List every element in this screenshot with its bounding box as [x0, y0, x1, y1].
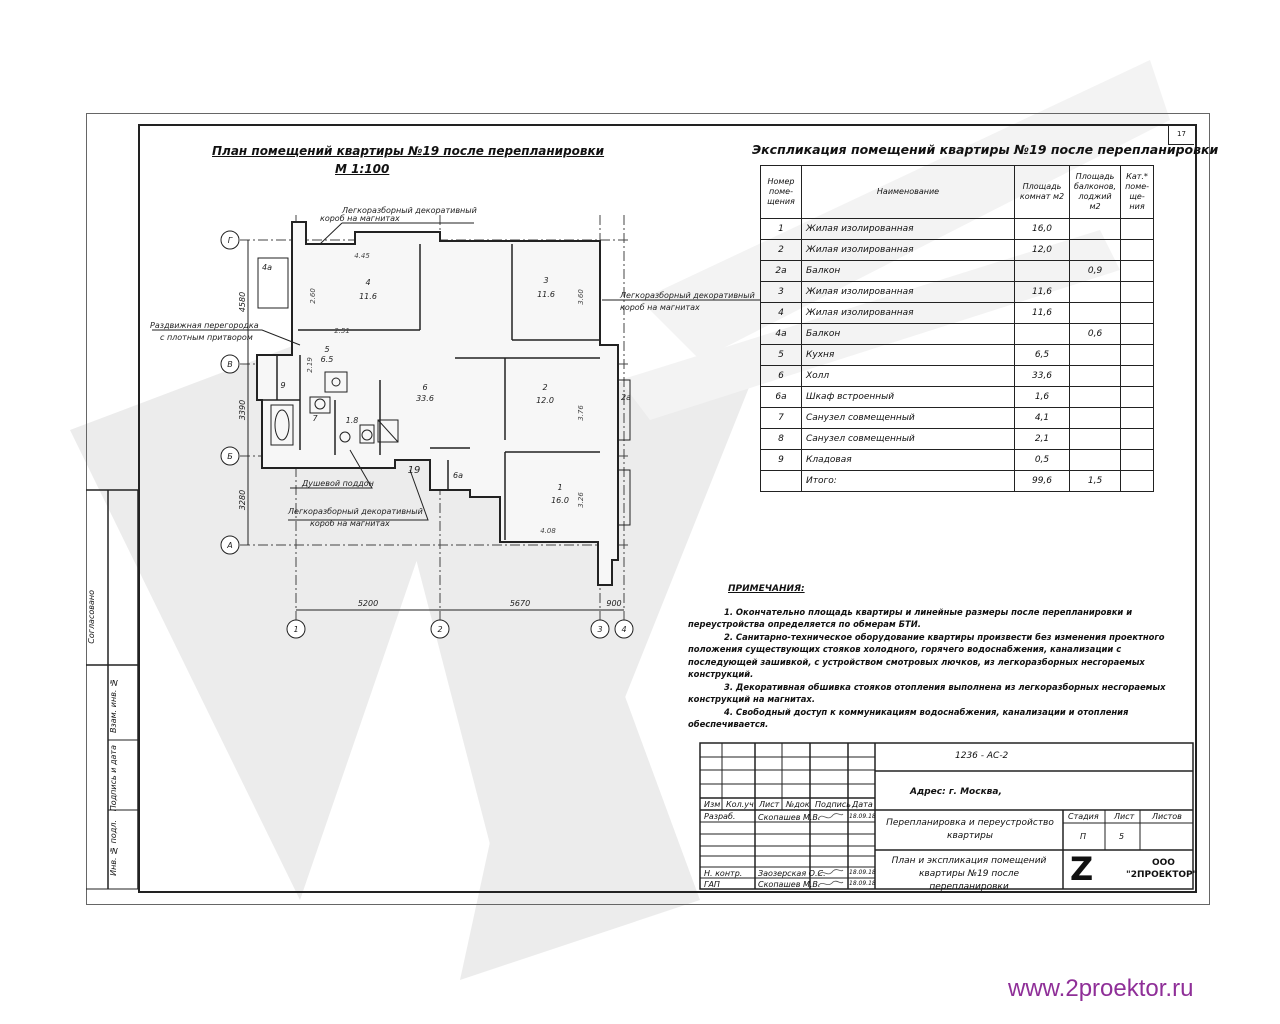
col-header: Изм — [704, 800, 721, 809]
axis-row-label: Б — [227, 452, 233, 461]
table-cell: 3 — [761, 282, 802, 303]
callout-top-line2: короб на магнитах — [320, 214, 400, 223]
table-cell: 12,0 — [1015, 240, 1070, 261]
room-number: 2а — [621, 393, 631, 402]
explication-body — [761, 219, 1154, 492]
company-name-line2: "2ПРОЕКТОР" — [1126, 870, 1198, 880]
table-row — [761, 450, 1154, 471]
table-cell: 4,1 — [1015, 408, 1070, 429]
table-cell: Жилая изолированная — [802, 240, 1015, 261]
sign-date: 18.09.18 — [849, 880, 876, 887]
signer-role: Н. контр. — [704, 869, 743, 878]
sheet-number: 17 — [1177, 130, 1186, 138]
table-cell — [1121, 324, 1154, 345]
room-dim: 3.76 — [577, 405, 585, 421]
table-cell: 6а — [761, 387, 802, 408]
col-header: Дата — [852, 800, 873, 809]
table-header-row — [761, 166, 1154, 219]
table-cell: 1,6 — [1015, 387, 1070, 408]
col-header: Лист — [759, 800, 780, 809]
col-header: Подпись — [815, 800, 851, 809]
table-cell: 1,5 — [1070, 471, 1121, 492]
table-cell: Балкон — [802, 261, 1015, 282]
room-area: 11.6 — [537, 290, 555, 299]
col-header: Наименование — [802, 166, 1015, 219]
table-cell — [1070, 345, 1121, 366]
logo-letter: Z — [1070, 850, 1094, 888]
table-cell: Балкон — [802, 324, 1015, 345]
col-header: Номер поме-щения — [761, 166, 802, 219]
table-cell: Санузел совмещенный — [802, 429, 1015, 450]
col-header: Кол.уч — [726, 800, 754, 809]
room-area: 16.0 — [551, 496, 569, 505]
callout-left-line1: Раздвижная перегородка — [150, 321, 259, 330]
note-item: 4. Свободный доступ к коммуникациям водоснабжения, канализации и отопления обеспечивается. — [688, 706, 1129, 729]
table-cell — [1121, 429, 1154, 450]
company-logo — [1070, 851, 1093, 887]
table-row — [761, 303, 1154, 324]
table-cell: 11,6 — [1015, 303, 1070, 324]
table-cell — [1070, 408, 1121, 429]
table-row — [761, 408, 1154, 429]
side-label: Подпись и дата — [109, 745, 118, 812]
room-number: 3 — [543, 276, 549, 285]
room-area: 1.8 — [345, 416, 359, 425]
side-label: Взам. инв. № — [109, 678, 118, 733]
apartment-number: 19 — [407, 465, 421, 476]
sign-date: 18.09.18 — [849, 813, 876, 820]
table-cell: Жилая изолированная — [802, 219, 1015, 240]
table-cell: 0,6 — [1070, 324, 1121, 345]
website-link[interactable]: www.2proektor.ru — [1008, 975, 1194, 1002]
table-cell — [1121, 282, 1154, 303]
stage-header: Стадия — [1068, 812, 1099, 821]
plan-scale: М 1:100 — [335, 162, 390, 176]
col-header: Площадь комнат м2 — [1015, 166, 1070, 219]
dim-vertical: 4580 — [238, 291, 247, 313]
table-cell — [1121, 261, 1154, 282]
table-cell: 1 — [761, 219, 802, 240]
plan-title: План помещений квартиры №19 после перепланировки — [212, 144, 605, 158]
signature-mark — [815, 809, 845, 889]
table-row — [761, 219, 1154, 240]
callout-top-line1: Легкоразборный декоративный — [342, 206, 477, 215]
table-row — [761, 345, 1154, 366]
note-item: 2. Санитарно-техническое оборудование квартиры произвести без изменения проектного положения существующих стояков холодного, горячего водоснабжения, канализации с последующей зашивкой, с устройством смотровых лючков, из легкоразборных несгораемых конструкций. — [688, 631, 1165, 679]
table-cell: Кухня — [802, 345, 1015, 366]
dim-vertical: 3280 — [238, 489, 247, 511]
table-cell — [1121, 240, 1154, 261]
room-dim: 2.19 — [306, 357, 314, 373]
explication-title: Экспликация помещений квартиры №19 после перепланировки — [752, 142, 1219, 157]
sheet-value: 5 — [1119, 832, 1125, 841]
sign-date: 18.09.18 — [849, 869, 876, 876]
signer-role: Разраб. — [704, 812, 736, 821]
table-row — [761, 282, 1154, 303]
signer-name: Заозерская О.С. — [758, 869, 826, 878]
room-dim: 4.08 — [540, 527, 556, 535]
table-cell — [1121, 303, 1154, 324]
table-cell: 6,5 — [1015, 345, 1070, 366]
title-block-sheet-title: План и экспликация помещений квартиры №19 после перепланировки — [891, 856, 1047, 892]
table-cell: 4 — [761, 303, 802, 324]
room-dim: 2.60 — [309, 288, 317, 304]
room-area: 6.5 — [320, 355, 334, 364]
table-row — [761, 429, 1154, 450]
table-row — [761, 240, 1154, 261]
table-cell — [1070, 387, 1121, 408]
table-cell — [1121, 219, 1154, 240]
table-cell: Жилая изолированная — [802, 303, 1015, 324]
table-cell: 0,5 — [1015, 450, 1070, 471]
room-dim: 3.26 — [577, 492, 585, 508]
note-item: 1. Окончательно площадь квартиры и линейные размеры после перепланировки и переустройства определяется по обмерам БТИ. — [688, 606, 1133, 629]
axis-col-label: 3 — [597, 625, 603, 634]
room-number: 4 — [365, 278, 371, 287]
table-cell: 16,0 — [1015, 219, 1070, 240]
table-cell: 7 — [761, 408, 802, 429]
table-cell: Санузел совмещенный — [802, 408, 1015, 429]
table-cell: 2а — [761, 261, 802, 282]
axis-col-label: 4 — [621, 625, 627, 634]
room-dim: 3.60 — [577, 289, 585, 305]
table-cell — [1015, 324, 1070, 345]
table-row — [761, 324, 1154, 345]
table-cell — [761, 471, 802, 492]
title-block-code: 1236 - АС-2 — [955, 751, 1009, 761]
dim-vertical: 3390 — [238, 399, 247, 421]
col-header: Площадь балконов, лоджий м2 — [1070, 166, 1121, 219]
callout-right-line1: Легкоразборный декоративный — [620, 291, 755, 300]
table-row — [761, 471, 1154, 492]
col-header: №док — [786, 800, 810, 809]
side-stamp — [86, 490, 138, 889]
axis-row-label: А — [227, 541, 233, 550]
room-area: 33.6 — [416, 394, 434, 403]
col-header: Кат.* поме-ще-ния — [1121, 166, 1154, 219]
table-cell: 5 — [761, 345, 802, 366]
note-item: 3. Декоративная обшивка стояков отопления выполнена из легкоразборных несгораемых конструкций на магнитах. — [688, 681, 1166, 704]
side-label: Инв. № подл. — [109, 820, 118, 876]
room-dim: 4.45 — [354, 252, 370, 260]
notes-heading: ПРИМЕЧАНИЯ: — [728, 584, 805, 594]
stage-header: Лист — [1114, 812, 1135, 821]
table-cell: Жилая изолированная — [802, 282, 1015, 303]
table-cell: 33,6 — [1015, 366, 1070, 387]
table-cell: 8 — [761, 429, 802, 450]
callout-bottom-line2: короб на магнитах — [310, 519, 390, 528]
stage-header: Листов — [1152, 812, 1182, 821]
table-cell: 4а — [761, 324, 802, 345]
table-cell — [1121, 366, 1154, 387]
table-cell — [1121, 450, 1154, 471]
table-cell — [1070, 429, 1121, 450]
table-cell: Шкаф встроенный — [802, 387, 1015, 408]
table-row — [761, 387, 1154, 408]
table-cell: 2,1 — [1015, 429, 1070, 450]
table-cell: 2 — [761, 240, 802, 261]
callout-shower: Душевой поддон — [302, 479, 374, 488]
table-cell: 6 — [761, 366, 802, 387]
stage-value: П — [1080, 832, 1087, 841]
table-cell: 0,9 — [1070, 261, 1121, 282]
table-cell — [1070, 450, 1121, 471]
notes — [688, 583, 1183, 731]
explication-table — [760, 165, 1154, 492]
room-area: 12.0 — [536, 396, 554, 405]
table-cell — [1121, 471, 1154, 492]
table-cell — [1070, 219, 1121, 240]
table-cell: 99,6 — [1015, 471, 1070, 492]
table-cell — [1121, 387, 1154, 408]
room-number: 4а — [262, 263, 272, 272]
axis-col-label: 1 — [293, 625, 299, 634]
table-cell: 11,6 — [1015, 282, 1070, 303]
table-cell: 9 — [761, 450, 802, 471]
table-cell: Кладовая — [802, 450, 1015, 471]
signer-role: ГАП — [704, 880, 720, 889]
room-number: 6 — [422, 383, 428, 392]
title-block — [700, 743, 1198, 892]
table-cell: Холл — [802, 366, 1015, 387]
company-name-line1: ООО — [1152, 858, 1175, 868]
table-row — [761, 366, 1154, 387]
side-agreed: Согласовано — [87, 590, 96, 644]
table-cell — [1121, 345, 1154, 366]
axis-row-label: Г — [227, 236, 233, 245]
room-dim: 2.51 — [334, 327, 350, 335]
callout-bottom-line1: Легкоразборный декоративный — [288, 507, 423, 516]
title-block-address: Адрес: г. Москва, — [910, 787, 1002, 797]
dim-horizontal: 900 — [606, 599, 622, 608]
room-number: 9 — [280, 381, 286, 390]
signer-name: Скопашев М.В. — [758, 813, 821, 822]
table-row — [761, 261, 1154, 282]
table-cell: Итого: — [802, 471, 1015, 492]
floor-plan — [140, 200, 755, 640]
title-block-project: Перепланировка и переустройство квартиры — [886, 818, 1054, 841]
room-number: 2 — [542, 383, 548, 392]
table-cell — [1015, 261, 1070, 282]
dim-horizontal: 5670 — [509, 599, 531, 608]
room-number: 5 — [324, 345, 330, 354]
room-number: 6а — [453, 471, 463, 480]
table-cell — [1070, 366, 1121, 387]
room-number: 7 — [312, 414, 318, 423]
axis-row-label: В — [227, 360, 233, 369]
callout-right-line2: короб на магнитах — [620, 303, 700, 312]
dim-horizontal: 5200 — [357, 599, 379, 608]
room-number: 1 — [557, 483, 563, 492]
table-cell — [1070, 240, 1121, 261]
room-area: 11.6 — [359, 292, 377, 301]
table-cell — [1070, 282, 1121, 303]
callout-left-line2: с плотным притвором — [160, 333, 253, 342]
table-cell — [1070, 303, 1121, 324]
table-cell — [1121, 408, 1154, 429]
signer-name: Скопашев М.В. — [758, 880, 821, 889]
axis-col-label: 2 — [437, 625, 443, 634]
